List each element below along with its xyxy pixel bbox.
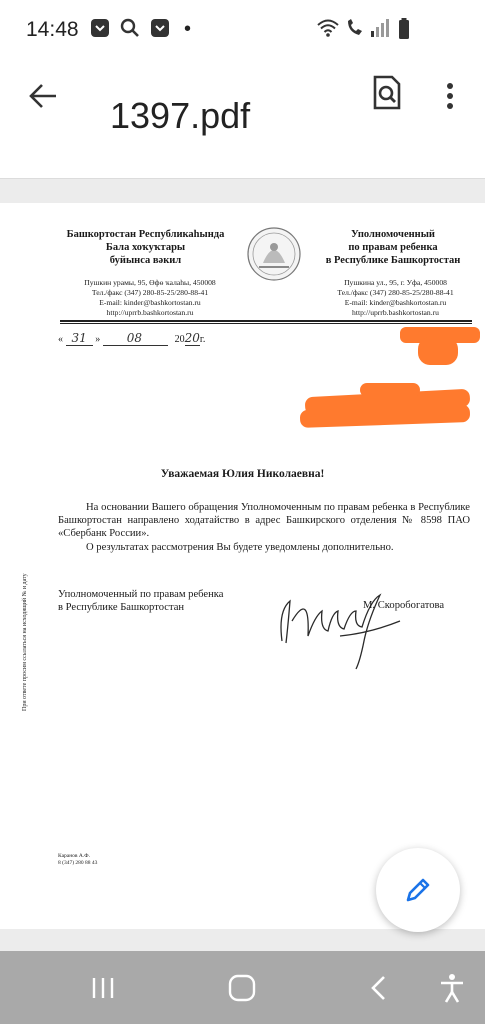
address-line: http://uprrb.bashkortostan.ru bbox=[106, 308, 194, 317]
address-left bbox=[70, 278, 230, 318]
dot-icon: • bbox=[184, 18, 192, 40]
handwritten-signature bbox=[270, 581, 410, 671]
back-icon[interactable] bbox=[362, 971, 398, 1005]
call-icon bbox=[345, 18, 367, 44]
address-line: http://uprrb.bashkortostan.ru bbox=[352, 308, 439, 317]
signer-name: М. Скоробогатова bbox=[363, 600, 445, 611]
edit-button[interactable] bbox=[376, 848, 460, 932]
back-arrow-icon[interactable] bbox=[24, 76, 64, 116]
address-line: Пушкина ул., 95, г. Уфа, 450008 bbox=[344, 278, 447, 287]
gallery-icon bbox=[90, 18, 110, 44]
more-vert-icon[interactable] bbox=[438, 76, 462, 116]
document-title: 1397.pdf bbox=[110, 95, 251, 136]
header-right-line: в Республике Башкортостан bbox=[325, 255, 461, 266]
status-time: 14:48 bbox=[26, 18, 79, 41]
address-right bbox=[318, 278, 473, 318]
header-left-line: Башкортостан Республикаһында bbox=[66, 229, 225, 240]
address-line: Пушкин урамы, 95, Өфө ҡалаһы, 450008 bbox=[84, 278, 216, 287]
letter-body bbox=[58, 501, 470, 554]
letter-date bbox=[58, 331, 205, 345]
redaction-mark bbox=[360, 383, 420, 397]
system-nav-bar bbox=[0, 951, 485, 1024]
appbar-divider bbox=[0, 178, 485, 179]
signer-role-line: в Республике Башкортостан bbox=[58, 602, 185, 613]
find-in-page-icon[interactable] bbox=[370, 74, 404, 112]
address-line: E-mail: kinder@bashkortostan.ru bbox=[99, 298, 201, 307]
header-left bbox=[58, 228, 233, 267]
date-year-prefix: 20 bbox=[174, 334, 185, 345]
document-page[interactable] bbox=[0, 203, 485, 929]
footer-contact bbox=[58, 853, 97, 867]
home-icon[interactable] bbox=[224, 971, 260, 1005]
date-day: 31 bbox=[66, 331, 93, 346]
letter-greeting: Уважаемая Юлия Николаевна! bbox=[160, 468, 325, 480]
date-year-suffix: 20 bbox=[184, 331, 200, 345]
status-bar bbox=[0, 0, 485, 62]
footer-phone: 8 (347) 280 88 43 bbox=[58, 860, 98, 866]
date-quote: » bbox=[95, 334, 101, 345]
footer-name: Каранов А.Ф. bbox=[58, 853, 90, 859]
app-bar bbox=[0, 62, 485, 178]
redaction-mark bbox=[418, 337, 458, 365]
header-right-line: по правам ребенка bbox=[348, 242, 438, 253]
coat-of-arms-emblem bbox=[245, 225, 303, 283]
battery-icon bbox=[398, 18, 410, 46]
header-rule bbox=[60, 320, 472, 322]
date-suffix: г. bbox=[199, 334, 206, 345]
signer-role bbox=[58, 588, 258, 614]
search-icon bbox=[120, 18, 140, 44]
header-left-line: буйынса вәкил bbox=[109, 255, 182, 266]
edit-pencil-icon bbox=[402, 874, 434, 906]
wifi-icon bbox=[316, 18, 340, 44]
date-month: 08 bbox=[103, 331, 168, 346]
header-rule-thin bbox=[60, 323, 472, 324]
header-left-line: Бала хоҡуҡтары bbox=[105, 242, 186, 253]
signal-icon bbox=[370, 18, 390, 44]
header-right bbox=[318, 228, 468, 267]
address-line: Тел./факс (347) 280-85-25/280-88-41 bbox=[337, 288, 454, 297]
gallery-icon bbox=[150, 18, 170, 44]
address-line: E-mail: kinder@bashkortostan.ru bbox=[344, 298, 447, 307]
date-quote: « bbox=[58, 334, 63, 345]
recent-apps-icon[interactable] bbox=[86, 971, 122, 1005]
accessibility-icon[interactable] bbox=[434, 971, 470, 1005]
address-line: Тел./факс (347) 280-85-25/280-88-41 bbox=[91, 288, 209, 297]
letter-paragraph: На основании Вашего обращения Уполномоченным по правам ребенка в Республике Башкортостан направлено ходатайство в адрес Башкирского отделения № 8598 ПАО «Сбербанк России». bbox=[58, 502, 470, 540]
header-right-line: Уполномоченный bbox=[351, 229, 435, 240]
signer-role-line: Уполномоченный по правам ребенка bbox=[58, 589, 224, 600]
letter-paragraph: О результатах рассмотрения Вы будете уведомлены дополнительно. bbox=[86, 541, 394, 553]
side-note: При ответе просим ссылаться на исходящий № и дату bbox=[22, 573, 28, 711]
